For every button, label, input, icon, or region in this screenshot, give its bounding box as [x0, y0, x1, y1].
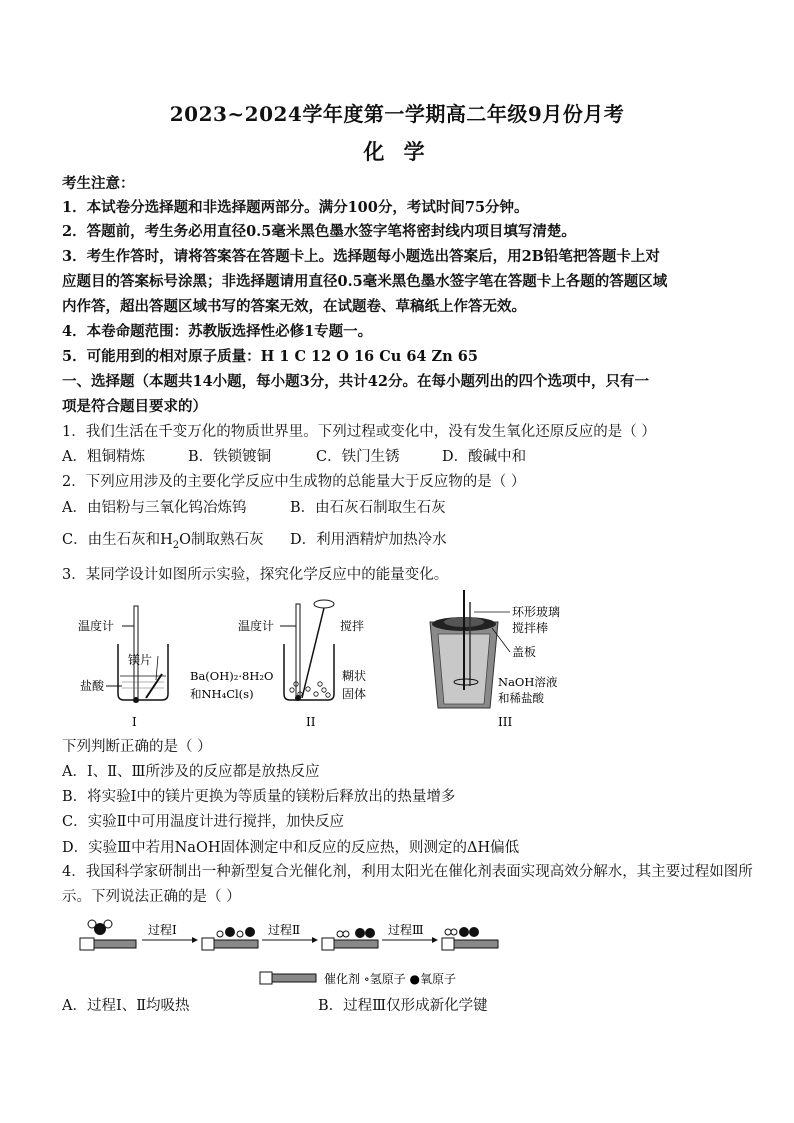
q1-option-b: B．铁锁镀铜	[188, 449, 272, 465]
notice-item-3-cont2: 内作答，超出答题区域书写的答案无效，在试题卷、草稿纸上作答无效。	[62, 298, 526, 315]
i-thermometer-label: 温度计	[78, 619, 115, 633]
subject-title: 化 学	[363, 139, 431, 164]
q3-option-b: B．将实验I中的镁片更换为等质量的镁粉后释放出的热量增多	[62, 789, 456, 805]
i-acid-label: 盐酸	[80, 679, 105, 693]
section-heading: 一、选择题（本题共14小题，每小题3分，共计42分。在每小题列出的四个选项中，只有一	[62, 373, 649, 390]
iii-solution-line1: NaOH溶液	[498, 675, 558, 689]
notice-item-5: 5．可能用到的相对原子质量：H 1 C 12 O 16 Cu 64 Zn 65	[62, 348, 478, 365]
apparatus-iii	[430, 590, 560, 729]
iii-lid-label: 盖板	[512, 645, 537, 659]
notice-item-3: 3．考生作答时，请将答案答在答题卡上。选择题每小题选出答案后，用2B铅笔把答题卡上对	[62, 248, 660, 265]
ii-label: II	[306, 715, 316, 729]
q1-option-d: D．酸碱中和	[442, 449, 527, 465]
apparatus-ii	[190, 600, 366, 729]
q2-option-b: B．由石灰石制取生石灰	[290, 500, 446, 516]
q4-process-2: 过程Ⅱ	[268, 923, 301, 937]
q4-state-3	[322, 928, 378, 950]
iii-rod-line1: 环形玻璃	[512, 605, 561, 619]
q1-stem: 1．我们生活在千变万化的物质世界里。下列过程或变化中，没有发生氧化还原反应的是（ ）	[62, 424, 656, 440]
q4-figure	[62, 912, 742, 990]
q4-legend-text: 催化剂 ∘氢原子 ●氧原子	[324, 972, 456, 986]
q4-stem-line2: 示。下列说法正确的是（ ）	[62, 889, 241, 905]
q4-legend	[260, 971, 456, 986]
q4-process-1: 过程Ⅰ	[148, 923, 177, 937]
q3-option-c: C．实验Ⅱ中可用温度计进行搅拌，加快反应	[62, 814, 344, 830]
q2-option-d: D．利用酒精炉加热冷水	[290, 532, 447, 548]
i-magnesium-label: 镁片	[128, 653, 153, 667]
q4-state-1	[80, 920, 136, 950]
q2-option-c-post: O制取熟石灰	[179, 532, 264, 548]
q1-option-c: C．铁门生锈	[316, 449, 400, 465]
section-heading-cont: 项是符合题目要求的）	[62, 398, 207, 415]
q2-option-c	[62, 528, 264, 551]
exam-title: 2023~2024学年度第一学期高二年级9月份月考	[169, 102, 625, 126]
q2-option-c-pre: C．由生石灰和H	[62, 532, 173, 548]
notice-item-3-cont: 应题目的答案标号涂黑；非选择题请用直径0.5毫米黑色墨水签字笔在答题卡上各题的答题区域	[62, 273, 668, 290]
q4-process-3: 过程Ⅲ	[388, 923, 424, 937]
q3-figure	[62, 586, 742, 734]
notice-item-2: 2．答题前，考生务必用直径0.5毫米黑色墨水签字笔将密封线内项目填写清楚。	[62, 223, 576, 240]
q4-state-2	[202, 927, 258, 950]
ii-paste-line2: 固体	[342, 687, 367, 701]
q3-judge: 下列判断正确的是（ ）	[62, 739, 212, 755]
apparatus-i	[78, 606, 168, 729]
notice-item-1: 1．本试卷分选择题和非选择题两部分。满分100分，考试时间75分钟。	[62, 199, 529, 216]
q4-option-a: A．过程Ⅰ、Ⅱ均吸热	[62, 998, 190, 1014]
ii-stir-label: 搅拌	[340, 619, 365, 633]
ii-thermometer-label: 温度计	[238, 619, 275, 633]
q2-stem: 2．下列应用涉及的主要化学反应中生成物的总能量大于反应物的是（ ）	[62, 474, 526, 490]
q1-option-a: A．粗铜精炼	[62, 449, 145, 465]
iii-solution-line2: 和稀盐酸	[498, 691, 544, 705]
iii-label: III	[498, 715, 513, 729]
q2-option-c-sub: 2	[172, 539, 180, 551]
notice-heading: 考生注意：	[62, 175, 135, 192]
q4-state-4	[442, 927, 498, 950]
q2-option-a: A．由铝粉与三氧化钨冶炼钨	[62, 500, 247, 516]
ii-reagent-line1: Ba(OH)₂·8H₂O	[190, 669, 274, 683]
ii-reagent-line2: 和NH₄Cl(s)	[190, 687, 254, 701]
q3-option-a: A．I、Ⅱ、Ⅲ所涉及的反应都是放热反应	[62, 764, 320, 780]
iii-rod-line2: 搅拌棒	[512, 621, 549, 635]
notice-item-4: 4．本卷命题范围：苏教版选择性必修1专题一。	[62, 323, 373, 340]
q4-option-b: B．过程Ⅲ仅形成新化学键	[318, 998, 488, 1014]
ii-paste-line1: 糊状	[342, 669, 367, 683]
q3-option-d: D．实验Ⅲ中若用NaOH固体测定中和反应的反应热，则测定的ΔH偏低	[62, 840, 520, 856]
q4-stem-line1: 4．我国科学家研制出一种新型复合光催化剂，利用太阳光在催化剂表面实现高效分解水，其主要过程如图所	[62, 864, 753, 880]
i-label: I	[132, 715, 137, 729]
q3-stem: 3．某同学设计如图所示实验，探究化学反应中的能量变化。	[62, 567, 449, 583]
